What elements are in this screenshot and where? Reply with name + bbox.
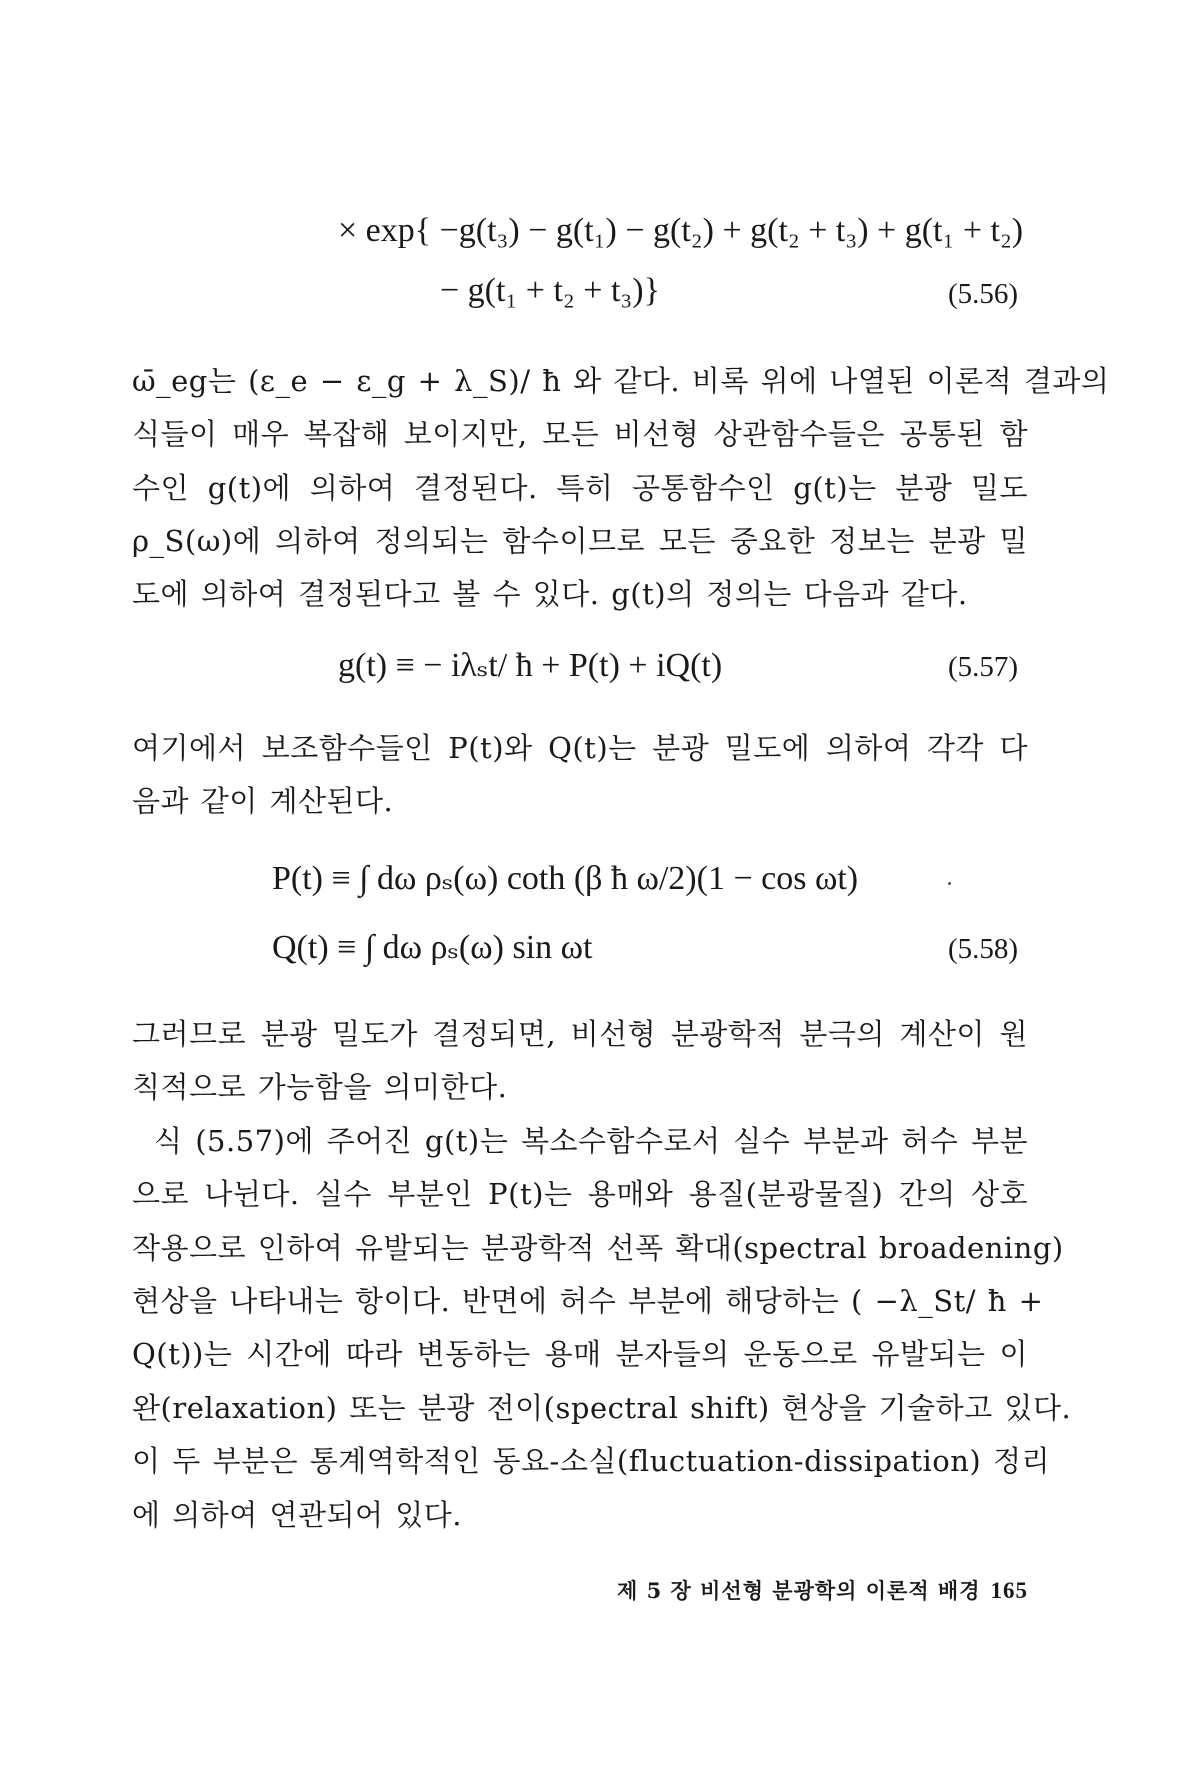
paragraph-4-line: 현상을 나타내는 항이다. 반면에 허수 부분에 해당하는 ( −λ_St/ ħ + xyxy=(132,1284,1044,1319)
paragraph-2-line: 여기에서 보조함수들인 P(t)와 Q(t)는 분광 밀도에 의하여 각각 다 xyxy=(132,731,1028,765)
stray-dot xyxy=(948,882,951,885)
paragraph-1-line: ω̄_eg는 (ε_e − ε_g + λ_S)/ ħ 와 같다. 비록 위에 나열된 이론적 결과의 xyxy=(132,364,1110,398)
equation-5-58-line-1: P(t) ≡ ∫ dω ρₛ(ω) coth (β ħ ω/2)(1 − cos ωt) xyxy=(272,860,859,897)
paragraph-4-line: 에 의하여 연관되어 있다. xyxy=(132,1497,463,1532)
paragraph-2 xyxy=(132,722,1028,829)
paragraph-1-line: 도에 의하여 결정된다고 볼 수 있다. g(t)의 정의는 다음과 같다. xyxy=(132,577,968,612)
paragraph-4-line: 작용으로 인하여 유발되는 분광학적 선폭 확대(spectral broadening) xyxy=(132,1230,1064,1265)
paragraph-4-line: 완(relaxation) 또는 분광 전이(spectral shift) 현상을 기술하고 있다. xyxy=(132,1390,1072,1425)
equation-5-56-line-1: × exp{ −g(t₃) − g(t₁) − g(t₂) + g(t₂ + t₃) + g(t₁ + t₂) xyxy=(338,212,1024,249)
paragraph-4-line: 이 두 부분은 통계역학적인 동요-소실(fluctuation-dissipation) 정리 xyxy=(132,1444,1050,1479)
paragraph-3-line: 칙적으로 가능함을 의미한다. xyxy=(132,1070,508,1105)
equation-number-5-57: (5.57) xyxy=(948,651,1019,683)
paragraph-1 xyxy=(132,355,1110,622)
page-footer xyxy=(560,1575,1028,1605)
equation-number-5-56: (5.56) xyxy=(948,278,1019,310)
page-number: 165 xyxy=(990,1578,1028,1603)
paragraph-1-line: ρ_S(ω)에 의하여 정의되는 함수이므로 모든 중요한 정보는 분광 밀 xyxy=(132,524,1028,559)
paragraph-4 xyxy=(132,1115,1072,1542)
paragraph-3 xyxy=(132,1008,1028,1115)
paragraph-4-line: 으로 나뉜다. 실수 부분인 P(t)는 용매와 용질(분광물질) 간의 상호 xyxy=(132,1177,1028,1212)
equation-number-5-58: (5.58) xyxy=(948,933,1019,965)
paragraph-2-line: 음과 같이 계산된다. xyxy=(132,784,394,819)
equation-5-57: g(t) ≡ − iλₛt/ ħ + P(t) + iQ(t) xyxy=(338,647,723,684)
paragraph-4-line: Q(t))는 시간에 따라 변동하는 용매 분자들의 운동으로 유발되는 이 xyxy=(132,1337,1028,1372)
paragraph-1-line: 식들이 매우 복잡해 보이지만, 모든 비선형 상관함수들은 공통된 함 xyxy=(132,417,1028,452)
equation-5-58-line-2: Q(t) ≡ ∫ dω ρₛ(ω) sin ωt xyxy=(272,929,593,966)
paragraph-1-line: 수인 g(t)에 의하여 결정된다. 특히 공통함수인 g(t)는 분광 밀도 xyxy=(132,470,1028,505)
chapter-title: 제 5 장 비선형 분광학의 이론적 배경 xyxy=(617,1578,981,1603)
equation-5-56-line-2: − g(t₁ + t₂ + t₃)} xyxy=(440,272,660,309)
paragraph-3-line: 그러므로 분광 밀도가 결정되면, 비선형 분광학적 분극의 계산이 원 xyxy=(132,1017,1028,1051)
paragraph-4-line: 식 (5.57)에 주어진 g(t)는 복소수함수로서 실수 부분과 허수 부분 xyxy=(154,1124,1028,1158)
